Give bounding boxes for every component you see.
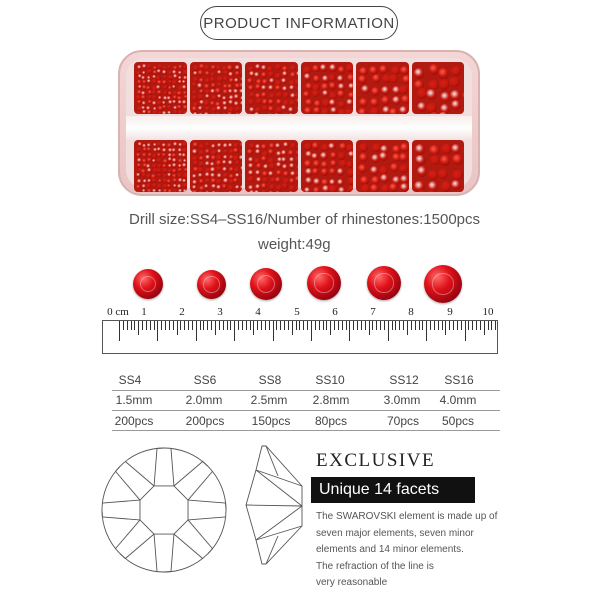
ruler-tick [430,321,431,330]
ruler-tick [123,321,124,330]
ruler-tick [246,321,247,330]
case-interior [126,58,472,188]
gem-sample-ss4 [133,269,163,299]
compartment [245,62,298,114]
exclusive-heading: EXCLUSIVE [316,450,436,471]
ruler-tick [299,321,300,330]
count-cell: 200pcs [185,414,225,428]
ruler-tick [491,321,492,330]
case-bottom-row [134,140,464,192]
crystal-top-view-icon [98,444,230,576]
exclusive-description [316,509,516,592]
ruler-tick [134,321,135,330]
ruler-tick [476,321,477,330]
ruler-tick [480,321,481,330]
ruler-number: 10 [482,306,494,318]
ruler-tick [449,321,450,330]
compartment [245,140,298,192]
ruler-number: 1 [141,306,147,318]
ruler-tick [223,321,224,330]
ruler-tick [280,321,281,330]
compartment [412,62,465,114]
ruler-tick [219,321,220,330]
ruler-tick [154,321,155,330]
ruler-tick [353,321,354,330]
ruler-tick [188,321,189,330]
ruler-tick [438,321,439,330]
size-cell: SS10 [315,373,345,387]
size-cell: SS6 [193,373,217,387]
ruler-tick [211,321,212,330]
count-cell: 150pcs [251,414,291,428]
ruler-tick [349,321,350,341]
ruler-tick [376,321,377,330]
ruler-tick [200,321,201,330]
ruler-tick [142,321,143,330]
ruler-tick [323,321,324,330]
description-line: very reasonable [316,577,388,588]
ruler-tick [276,321,277,330]
compartment [412,140,465,192]
table-rule [112,390,500,391]
ruler-number: 5 [294,306,300,318]
gem-sample-ss10 [307,266,341,300]
ruler-tick [230,321,231,330]
count-cell: 70pcs [386,414,420,428]
ruler-tick [392,321,393,330]
gem-sample-ss12 [367,266,401,300]
ruler-tick [457,321,458,330]
ruler-tick [384,321,385,330]
ruler-tick [150,321,151,330]
ruler-tick [292,321,293,335]
ruler-tick [261,321,262,330]
compartment [134,140,187,192]
ruler-tick [227,321,228,330]
diameter-cell: 2.8mm [312,393,350,407]
size-cell: SS8 [258,373,282,387]
ruler-number: 4 [255,306,261,318]
gem-sample-ss8 [250,268,282,300]
ruler-tick [411,321,412,330]
description-line: The SWAROVSKI element is made up of [316,511,498,522]
ruler-number: 9 [447,306,453,318]
ruler-tick [453,321,454,330]
ruler-tick [265,321,266,330]
page-title [200,6,398,40]
facets-badge [311,477,475,503]
ruler-tick [303,321,304,330]
ruler-tick [369,321,370,335]
ruler-tick [319,321,320,330]
ruler-tick [395,321,396,330]
ruler-tick [361,321,362,330]
ruler-tick [419,321,420,330]
ruler-tick [472,321,473,330]
ruler-tick [131,321,132,330]
ruler-tick [307,321,308,330]
ruler-tick [165,321,166,330]
ruler-tick [468,321,469,330]
ruler-tick [488,321,489,330]
ruler-tick [257,321,258,330]
ruler-tick [380,321,381,330]
ruler-tick [238,321,239,330]
gem-sample-ss16 [424,265,462,303]
ruler-number: 8 [408,306,414,318]
ruler-tick [495,321,496,330]
compartment [190,62,243,114]
ruler-tick [311,321,312,341]
ruler-tick [234,321,235,341]
ruler-tick [203,321,204,330]
ruler-tick [357,321,358,330]
ruler-tick [388,321,389,341]
ruler-tick [465,321,466,341]
ruler-tick [372,321,373,330]
compartment [356,62,409,114]
ruler-number: 6 [332,306,338,318]
ruler-tick [242,321,243,330]
ruler-tick [127,321,128,330]
ruler [102,320,498,354]
ruler-tick [169,321,170,330]
size-cell: SS4 [118,373,142,387]
ruler-tick [334,321,335,330]
ruler-tick [157,321,158,341]
ruler-tick [177,321,178,335]
ruler-tick [407,321,408,335]
ruler-number: 7 [370,306,376,318]
ruler-unit-label: 0 cm [107,306,129,318]
description-line: elements and 14 minor elements. [316,544,464,555]
compartment [134,62,187,114]
count-cell: 50pcs [441,414,475,428]
diameter-cell: 1.5mm [115,393,153,407]
diameter-cell: 3.0mm [383,393,421,407]
ruler-tick [146,321,147,330]
ruler-tick [342,321,343,330]
ruler-tick [288,321,289,330]
compartment [190,140,243,192]
ruler-tick [296,321,297,330]
ruler-tick [184,321,185,330]
drill-size-text: Drill size:SS4–SS16/Number of rhinestones:1500pcs [129,211,481,228]
count-cell: 200pcs [114,414,154,428]
case-top-row [134,62,464,114]
gem-sample-ss6 [197,270,226,299]
size-cell: SS16 [444,373,474,387]
ruler-tick [338,321,339,330]
diameter-cell: 2.5mm [250,393,288,407]
ruler-tick [346,321,347,330]
count-cell: 80pcs [314,414,348,428]
size-cell: SS12 [389,373,419,387]
ruler-tick [330,321,331,335]
ruler-tick [253,321,254,335]
ruler-tick [484,321,485,335]
table-rule [112,430,500,431]
diameter-cell: 4.0mm [439,393,477,407]
ruler-tick [399,321,400,330]
ruler-tick [365,321,366,330]
ruler-tick [434,321,435,330]
ruler-tick [138,321,139,335]
ruler-tick [196,321,197,341]
weight-text: weight:49g [258,236,331,253]
ruler-tick [461,321,462,330]
ruler-tick [426,321,427,341]
description-line: seven major elements, seven minor [316,527,474,539]
compartment [301,140,354,192]
case-divider [126,116,472,140]
facets-badge-text: Unique 14 facets [319,481,440,498]
ruler-tick [273,321,274,341]
ruler-tick [215,321,216,335]
ruler-tick [161,321,162,330]
ruler-tick [445,321,446,335]
ruler-tick [422,321,423,330]
diameter-cell: 2.0mm [185,393,223,407]
crystal-side-view-icon [232,440,306,570]
ruler-tick [326,321,327,330]
compartment [356,140,409,192]
ruler-number: 3 [217,306,223,318]
ruler-tick [173,321,174,330]
ruler-tick [192,321,193,330]
ruler-tick [180,321,181,330]
ruler-tick [315,321,316,330]
rhinestone-case-image [118,50,480,196]
description-line: The refraction of the line is [316,560,434,572]
table-rule [112,410,500,411]
ruler-tick [207,321,208,330]
ruler-tick [415,321,416,330]
ruler-number: 2 [179,306,185,318]
ruler-tick [119,321,120,341]
compartment [301,62,354,114]
ruler-tick [250,321,251,330]
ruler-tick [403,321,404,330]
page-title-text: PRODUCT INFORMATION [203,14,395,32]
ruler-tick [284,321,285,330]
ruler-tick [269,321,270,330]
ruler-tick [442,321,443,330]
